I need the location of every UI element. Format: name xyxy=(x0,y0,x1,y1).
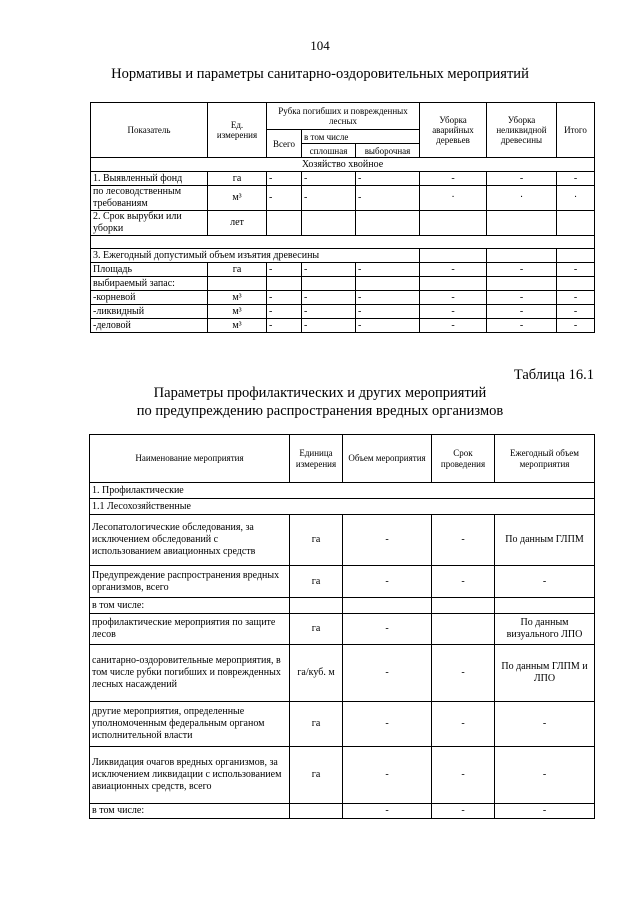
row-annual: - xyxy=(495,747,595,804)
cell: - xyxy=(267,305,302,319)
row-volume: - xyxy=(343,747,432,804)
cell: · xyxy=(487,186,557,211)
row-annual: По данным визуального ЛПО xyxy=(495,614,595,645)
cell: - xyxy=(487,263,557,277)
row-unit: га xyxy=(208,263,267,277)
row-unit: га xyxy=(290,566,343,598)
row-unit xyxy=(290,598,343,614)
row-annual: - xyxy=(495,804,595,819)
row-term: - xyxy=(432,515,495,566)
cell: - xyxy=(557,319,595,333)
row-volume: - xyxy=(343,645,432,702)
cell: - xyxy=(557,291,595,305)
row-label: -деловой xyxy=(91,319,208,333)
cell: - xyxy=(487,172,557,186)
row-label: -ликвидный xyxy=(91,305,208,319)
row-term: - xyxy=(432,566,495,598)
row-unit: га xyxy=(290,515,343,566)
row-term: - xyxy=(432,747,495,804)
row-name: санитарно-оздоровительные мероприятия, в том числе рубки погибших и поврежденных лесных насаждений xyxy=(90,645,290,702)
header-volume: Объем мероприятия xyxy=(343,435,432,483)
row-annual-volume: 3. Ежегодный допустимый объем изъятия древесины xyxy=(91,249,420,263)
cell: - xyxy=(302,319,356,333)
row-unit: м³ xyxy=(208,319,267,333)
row-unit: м³ xyxy=(208,186,267,211)
cell: - xyxy=(420,263,487,277)
cell: - xyxy=(267,319,302,333)
cell: · xyxy=(420,186,487,211)
section-preventive: 1. Профилактические xyxy=(90,483,595,499)
row-annual: По данным ГЛПМ xyxy=(495,515,595,566)
cell xyxy=(356,277,420,291)
row-term xyxy=(432,598,495,614)
cell xyxy=(302,211,356,236)
cell: - xyxy=(356,305,420,319)
cell xyxy=(557,277,595,291)
row-annual: - xyxy=(495,566,595,598)
row-unit: га xyxy=(290,614,343,645)
pest-prevention-table xyxy=(89,434,595,819)
header-sum: Итого xyxy=(557,103,595,158)
cell xyxy=(420,211,487,236)
cell: - xyxy=(267,186,302,211)
row-unit: га xyxy=(208,172,267,186)
header-unit: Единица измерения xyxy=(290,435,343,483)
row-annual: - xyxy=(495,702,595,747)
cell: - xyxy=(267,172,302,186)
row-term xyxy=(432,614,495,645)
row-unit: га xyxy=(290,747,343,804)
row-name: другие мероприятия, определенные уполномоченным федеральным органом исполнительной власти xyxy=(90,702,290,747)
header-unit: Ед. измерения xyxy=(208,103,267,158)
header-selective: выборочная xyxy=(356,144,420,158)
cell: - xyxy=(302,263,356,277)
row-unit: м³ xyxy=(208,291,267,305)
table2-caption: Таблица 16.1 xyxy=(513,367,594,383)
cell xyxy=(557,211,595,236)
cell: - xyxy=(356,291,420,305)
row-volume: - xyxy=(343,614,432,645)
row-term: - xyxy=(432,804,495,819)
table2-title-line2: по предупреждению распространения вредных организмов xyxy=(136,403,504,419)
header-total: Всего xyxy=(267,130,302,158)
cell: · xyxy=(557,186,595,211)
row-term: - xyxy=(432,702,495,747)
cell: - xyxy=(557,263,595,277)
cell: - xyxy=(267,263,302,277)
cell xyxy=(557,249,595,263)
row-label: 2. Срок вырубки или уборки xyxy=(91,211,208,236)
row-label: Площадь xyxy=(91,263,208,277)
row-unit xyxy=(290,804,343,819)
cell xyxy=(356,211,420,236)
cell: - xyxy=(302,291,356,305)
header-clear: сплошная xyxy=(302,144,356,158)
row-name: Ликвидация очагов вредных организмов, за исключением ликвидации с использованием авиационных средств, всего xyxy=(90,747,290,804)
cell: - xyxy=(487,305,557,319)
header-emergency: Уборка аварийных деревьев xyxy=(420,103,487,158)
table2-title-line1: Параметры профилактических и других мероприятий xyxy=(153,385,487,401)
row-label: по лесоводственным требованиям xyxy=(91,186,208,211)
cell: - xyxy=(302,305,356,319)
cell: - xyxy=(557,305,595,319)
header-term: Срок проведения xyxy=(432,435,495,483)
cell: - xyxy=(487,319,557,333)
cell xyxy=(267,211,302,236)
cell xyxy=(487,277,557,291)
row-unit xyxy=(208,277,267,291)
cell: - xyxy=(356,319,420,333)
spacer-row xyxy=(91,236,595,249)
row-name: в том числе: xyxy=(90,598,290,614)
cell: - xyxy=(302,186,356,211)
cell: - xyxy=(420,291,487,305)
header-felling: Рубка погибших и поврежденных лесных xyxy=(267,103,420,130)
section-forestry: 1.1 Лесохозяйственные xyxy=(90,499,595,515)
cell xyxy=(420,249,487,263)
row-name: Лесопатологические обследования, за исключением обследований с использованием авиационных средств xyxy=(90,515,290,566)
row-unit: лет xyxy=(208,211,267,236)
table2-title xyxy=(0,384,640,420)
cell: - xyxy=(487,291,557,305)
cell: - xyxy=(420,305,487,319)
row-unit: га xyxy=(290,702,343,747)
header-including: в том числе xyxy=(302,130,420,144)
header-indicator: Показатель xyxy=(91,103,208,158)
cell: - xyxy=(356,172,420,186)
section-conifer: Хозяйство хвойное xyxy=(91,158,595,172)
cell xyxy=(302,277,356,291)
row-term: - xyxy=(432,645,495,702)
row-name: в том числе: xyxy=(90,804,290,819)
row-volume: - xyxy=(343,566,432,598)
row-name: профилактические мероприятия по защите лесов xyxy=(90,614,290,645)
row-label: 1. Выявленный фонд xyxy=(91,172,208,186)
page-number: 104 xyxy=(310,38,330,53)
row-annual: По данным ГЛПМ и ЛПО xyxy=(495,645,595,702)
row-volume: - xyxy=(343,804,432,819)
cell: - xyxy=(302,172,356,186)
header-illiquid: Уборка неликвидной древесины xyxy=(487,103,557,158)
row-volume: - xyxy=(343,702,432,747)
row-unit: м³ xyxy=(208,305,267,319)
row-label: -корневой xyxy=(91,291,208,305)
table1-title: Нормативы и параметры санитарно-оздоровительных мероприятий xyxy=(111,66,529,82)
row-volume xyxy=(343,598,432,614)
cell: - xyxy=(356,186,420,211)
cell xyxy=(487,211,557,236)
row-label: выбираемый запас: xyxy=(91,277,208,291)
cell: - xyxy=(420,172,487,186)
cell xyxy=(267,277,302,291)
row-annual xyxy=(495,598,595,614)
header-annual: Ежегодный объем мероприятия xyxy=(495,435,595,483)
cell: - xyxy=(356,263,420,277)
row-volume: - xyxy=(343,515,432,566)
sanitary-measures-table xyxy=(90,102,595,333)
cell xyxy=(487,249,557,263)
row-name: Предупреждение распространения вредных организмов, всего xyxy=(90,566,290,598)
row-unit: га/куб. м xyxy=(290,645,343,702)
cell: - xyxy=(267,291,302,305)
cell xyxy=(420,277,487,291)
cell: - xyxy=(420,319,487,333)
header-name: Наименование мероприятия xyxy=(90,435,290,483)
cell: - xyxy=(557,172,595,186)
